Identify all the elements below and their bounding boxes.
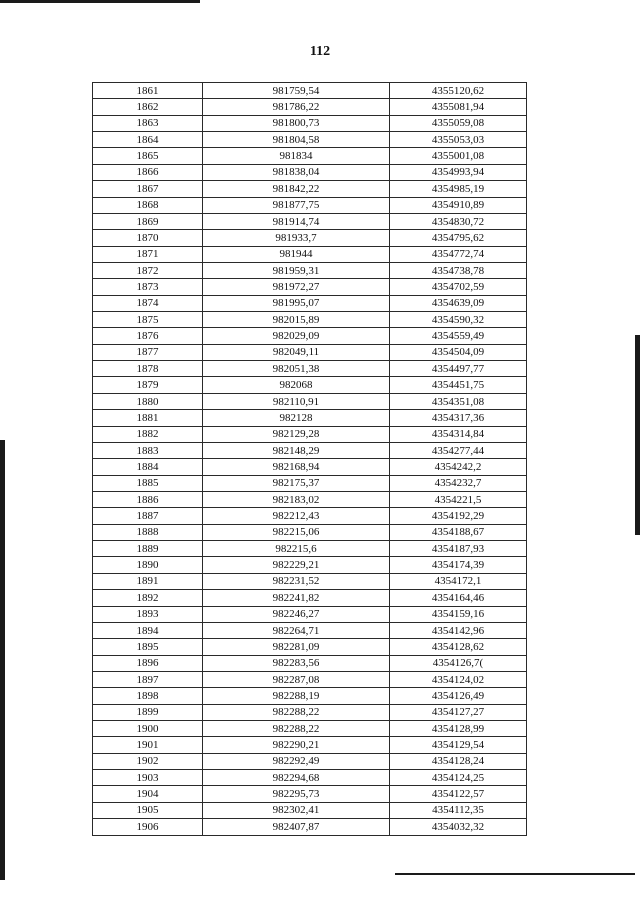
- y-coordinate-cell: 4354221,5: [390, 491, 527, 507]
- x-coordinate-cell: 982148,29: [203, 442, 390, 458]
- y-coordinate-cell: 4354559,49: [390, 328, 527, 344]
- point-number-cell: 1887: [93, 508, 203, 524]
- x-coordinate-cell: 981800,73: [203, 115, 390, 131]
- point-number-cell: 1879: [93, 377, 203, 393]
- y-coordinate-cell: 4354128,24: [390, 753, 527, 769]
- table-row: [93, 230, 527, 246]
- y-coordinate-cell: 4354910,89: [390, 197, 527, 213]
- x-coordinate-cell: 982183,02: [203, 491, 390, 507]
- x-coordinate-cell: 982295,73: [203, 786, 390, 802]
- point-number-cell: 1894: [93, 622, 203, 638]
- x-coordinate-cell: 982051,38: [203, 361, 390, 377]
- x-coordinate-cell: 981759,54: [203, 83, 390, 99]
- y-coordinate-cell: 4354127,27: [390, 704, 527, 720]
- x-coordinate-cell: 982283,56: [203, 655, 390, 671]
- y-coordinate-cell: 4354242,2: [390, 459, 527, 475]
- table-row: [93, 361, 527, 377]
- point-number-cell: 1901: [93, 737, 203, 753]
- point-number-cell: 1905: [93, 802, 203, 818]
- point-number-cell: 1876: [93, 328, 203, 344]
- point-number-cell: 1862: [93, 99, 203, 115]
- x-coordinate-cell: 982212,43: [203, 508, 390, 524]
- x-coordinate-cell: 982231,52: [203, 573, 390, 589]
- table-row: [93, 770, 527, 786]
- point-number-cell: 1892: [93, 590, 203, 606]
- point-number-cell: 1896: [93, 655, 203, 671]
- y-coordinate-cell: 4355059,08: [390, 115, 527, 131]
- x-coordinate-cell: 982175,37: [203, 475, 390, 491]
- point-number-cell: 1893: [93, 606, 203, 622]
- x-coordinate-cell: 982292,49: [203, 753, 390, 769]
- y-coordinate-cell: 4354187,93: [390, 541, 527, 557]
- x-coordinate-cell: 982015,89: [203, 312, 390, 328]
- x-coordinate-cell: 982264,71: [203, 622, 390, 638]
- table-row: [93, 393, 527, 409]
- y-coordinate-cell: 4354590,32: [390, 312, 527, 328]
- table-row: [93, 639, 527, 655]
- table-row: [93, 557, 527, 573]
- x-coordinate-cell: 981914,74: [203, 213, 390, 229]
- table-row: [93, 442, 527, 458]
- x-coordinate-cell: 982290,21: [203, 737, 390, 753]
- table-row: [93, 148, 527, 164]
- coordinates-table-body: [93, 83, 527, 836]
- scan-edge-bottom: [395, 873, 635, 875]
- y-coordinate-cell: 4354504,09: [390, 344, 527, 360]
- point-number-cell: 1903: [93, 770, 203, 786]
- y-coordinate-cell: 4354188,67: [390, 524, 527, 540]
- point-number-cell: 1888: [93, 524, 203, 540]
- y-coordinate-cell: 4354124,02: [390, 671, 527, 687]
- point-number-cell: 1878: [93, 361, 203, 377]
- y-coordinate-cell: 4354128,62: [390, 639, 527, 655]
- x-coordinate-cell: 982288,22: [203, 704, 390, 720]
- point-number-cell: 1874: [93, 295, 203, 311]
- table-row: [93, 475, 527, 491]
- y-coordinate-cell: 4354451,75: [390, 377, 527, 393]
- x-coordinate-cell: 981804,58: [203, 132, 390, 148]
- point-number-cell: 1871: [93, 246, 203, 262]
- x-coordinate-cell: 981877,75: [203, 197, 390, 213]
- table-row: [93, 606, 527, 622]
- point-number-cell: 1902: [93, 753, 203, 769]
- y-coordinate-cell: 4354192,29: [390, 508, 527, 524]
- point-number-cell: 1899: [93, 704, 203, 720]
- point-number-cell: 1881: [93, 410, 203, 426]
- table-row: [93, 753, 527, 769]
- coordinates-table: [92, 82, 527, 836]
- table-row: [93, 622, 527, 638]
- point-number-cell: 1897: [93, 671, 203, 687]
- x-coordinate-cell: 982294,68: [203, 770, 390, 786]
- y-coordinate-cell: 4354032,32: [390, 819, 527, 835]
- x-coordinate-cell: 982168,94: [203, 459, 390, 475]
- table-row: [93, 802, 527, 818]
- point-number-cell: 1898: [93, 688, 203, 704]
- point-number-cell: 1877: [93, 344, 203, 360]
- point-number-cell: 1884: [93, 459, 203, 475]
- point-number-cell: 1906: [93, 819, 203, 835]
- y-coordinate-cell: 4354795,62: [390, 230, 527, 246]
- y-coordinate-cell: 4354702,59: [390, 279, 527, 295]
- x-coordinate-cell: 981834: [203, 148, 390, 164]
- table-row: [93, 819, 527, 835]
- table-row: [93, 721, 527, 737]
- point-number-cell: 1872: [93, 262, 203, 278]
- point-number-cell: 1890: [93, 557, 203, 573]
- point-number-cell: 1900: [93, 721, 203, 737]
- table-row: [93, 573, 527, 589]
- y-coordinate-cell: 4354126,49: [390, 688, 527, 704]
- point-number-cell: 1891: [93, 573, 203, 589]
- point-number-cell: 1866: [93, 164, 203, 180]
- table-row: [93, 99, 527, 115]
- table-row: [93, 164, 527, 180]
- y-coordinate-cell: 4354126,7(: [390, 655, 527, 671]
- point-number-cell: 1885: [93, 475, 203, 491]
- y-coordinate-cell: 4354174,39: [390, 557, 527, 573]
- x-coordinate-cell: 982302,41: [203, 802, 390, 818]
- point-number-cell: 1882: [93, 426, 203, 442]
- table-row: [93, 377, 527, 393]
- point-number-cell: 1883: [93, 442, 203, 458]
- table-row: [93, 410, 527, 426]
- table-row: [93, 83, 527, 99]
- y-coordinate-cell: 4354314,84: [390, 426, 527, 442]
- y-coordinate-cell: 4354993,94: [390, 164, 527, 180]
- y-coordinate-cell: 4354317,36: [390, 410, 527, 426]
- x-coordinate-cell: 982281,09: [203, 639, 390, 655]
- table-row: [93, 344, 527, 360]
- x-coordinate-cell: 982229,21: [203, 557, 390, 573]
- table-row: [93, 115, 527, 131]
- y-coordinate-cell: 4354772,74: [390, 246, 527, 262]
- point-number-cell: 1886: [93, 491, 203, 507]
- x-coordinate-cell: 982287,08: [203, 671, 390, 687]
- point-number-cell: 1904: [93, 786, 203, 802]
- point-number-cell: 1880: [93, 393, 203, 409]
- x-coordinate-cell: 981838,04: [203, 164, 390, 180]
- x-coordinate-cell: 981842,22: [203, 181, 390, 197]
- table-row: [93, 426, 527, 442]
- x-coordinate-cell: 982068: [203, 377, 390, 393]
- x-coordinate-cell: 981959,31: [203, 262, 390, 278]
- y-coordinate-cell: 4354164,46: [390, 590, 527, 606]
- x-coordinate-cell: 982407,87: [203, 819, 390, 835]
- table-row: [93, 459, 527, 475]
- y-coordinate-cell: 4355001,08: [390, 148, 527, 164]
- x-coordinate-cell: 981786,22: [203, 99, 390, 115]
- y-coordinate-cell: 4354159,16: [390, 606, 527, 622]
- x-coordinate-cell: 982110,91: [203, 393, 390, 409]
- x-coordinate-cell: 981972,27: [203, 279, 390, 295]
- table-row: [93, 541, 527, 557]
- point-number-cell: 1889: [93, 541, 203, 557]
- x-coordinate-cell: 982241,82: [203, 590, 390, 606]
- x-coordinate-cell: 982128: [203, 410, 390, 426]
- x-coordinate-cell: 981944: [203, 246, 390, 262]
- point-number-cell: 1865: [93, 148, 203, 164]
- x-coordinate-cell: 982049,11: [203, 344, 390, 360]
- scan-edge-right: [635, 335, 640, 535]
- x-coordinate-cell: 982288,19: [203, 688, 390, 704]
- point-number-cell: 1873: [93, 279, 203, 295]
- table-row: [93, 737, 527, 753]
- x-coordinate-cell: 981995,07: [203, 295, 390, 311]
- point-number-cell: 1864: [93, 132, 203, 148]
- point-number-cell: 1863: [93, 115, 203, 131]
- y-coordinate-cell: 4354122,57: [390, 786, 527, 802]
- x-coordinate-cell: 981933,7: [203, 230, 390, 246]
- table-row: [93, 508, 527, 524]
- table-row: [93, 524, 527, 540]
- point-number-cell: 1861: [93, 83, 203, 99]
- table-row: [93, 491, 527, 507]
- point-number-cell: 1895: [93, 639, 203, 655]
- x-coordinate-cell: 982129,28: [203, 426, 390, 442]
- y-coordinate-cell: 4354129,54: [390, 737, 527, 753]
- table-row: [93, 132, 527, 148]
- table-row: [93, 671, 527, 687]
- table-row: [93, 295, 527, 311]
- scan-edge-top: [0, 0, 200, 3]
- y-coordinate-cell: 4354172,1: [390, 573, 527, 589]
- scan-edge-left: [0, 440, 5, 880]
- table-row: [93, 262, 527, 278]
- point-number-cell: 1869: [93, 213, 203, 229]
- x-coordinate-cell: 982029,09: [203, 328, 390, 344]
- table-row: [93, 655, 527, 671]
- y-coordinate-cell: 4354142,96: [390, 622, 527, 638]
- table-row: [93, 197, 527, 213]
- point-number-cell: 1875: [93, 312, 203, 328]
- x-coordinate-cell: 982215,6: [203, 541, 390, 557]
- table-row: [93, 786, 527, 802]
- page-number: 112: [309, 44, 331, 59]
- table-row: [93, 246, 527, 262]
- y-coordinate-cell: 4355053,03: [390, 132, 527, 148]
- x-coordinate-cell: 982246,27: [203, 606, 390, 622]
- y-coordinate-cell: 4354738,78: [390, 262, 527, 278]
- y-coordinate-cell: 4355120,62: [390, 83, 527, 99]
- point-number-cell: 1868: [93, 197, 203, 213]
- table-row: [93, 312, 527, 328]
- x-coordinate-cell: 982288,22: [203, 721, 390, 737]
- table-row: [93, 704, 527, 720]
- point-number-cell: 1870: [93, 230, 203, 246]
- table-row: [93, 590, 527, 606]
- x-coordinate-cell: 982215,06: [203, 524, 390, 540]
- table-row: [93, 213, 527, 229]
- y-coordinate-cell: 4354830,72: [390, 213, 527, 229]
- y-coordinate-cell: 4354639,09: [390, 295, 527, 311]
- y-coordinate-cell: 4354128,99: [390, 721, 527, 737]
- y-coordinate-cell: 4355081,94: [390, 99, 527, 115]
- y-coordinate-cell: 4354232,7: [390, 475, 527, 491]
- y-coordinate-cell: 4354351,08: [390, 393, 527, 409]
- y-coordinate-cell: 4354985,19: [390, 181, 527, 197]
- table-row: [93, 279, 527, 295]
- table-row: [93, 181, 527, 197]
- y-coordinate-cell: 4354112,35: [390, 802, 527, 818]
- point-number-cell: 1867: [93, 181, 203, 197]
- table-row: [93, 328, 527, 344]
- table-row: [93, 688, 527, 704]
- y-coordinate-cell: 4354497,77: [390, 361, 527, 377]
- y-coordinate-cell: 4354124,25: [390, 770, 527, 786]
- y-coordinate-cell: 4354277,44: [390, 442, 527, 458]
